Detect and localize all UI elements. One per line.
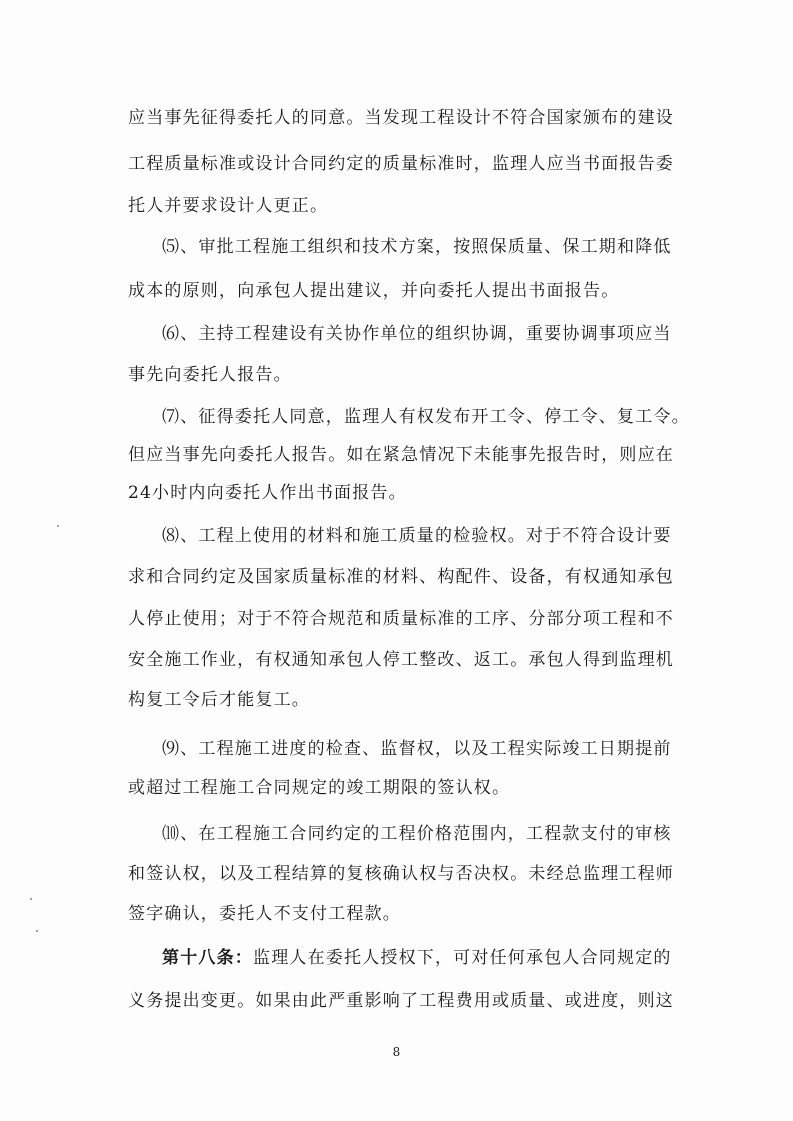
text-line: ⑼、工程施工进度的检查、监督权，以及工程实际竣工日期提前 [162,739,672,759]
text-line: 或超过工程施工合同规定的竣工期限的签认权。 [128,778,511,798]
text-line: 应当事先征得委托人的同意。当发现工程设计不符合国家颁布的建设 [128,108,674,128]
text-line: 事先向委托人报告。 [128,365,292,385]
text-line: ⑽、在工程施工合同约定的工程价格范围内，工程款支付的审核 [162,824,672,844]
scan-speck [57,525,59,527]
text-line: 托人并要求设计人更正。 [128,196,329,216]
article-18-line [162,946,722,970]
article-18-text: 监理人在委托人授权下，可对任何承包人合同规定的 [253,948,672,968]
scan-speck [30,898,32,900]
text-line: 和签认权，以及工程结算的复核确认权与否决权。未经总监理工程师 [128,864,674,884]
text-line: 24小时内向委托人作出书面报告。 [128,483,407,503]
text-line: 义务提出变更。如果由此严重影响了工程费用或质量、或进度，则这 [128,991,674,1011]
text-line: 构复工令后才能复工。 [128,690,310,710]
article-18-heading: 第十八条： [162,948,253,968]
page-number: 8 [392,1045,401,1059]
text-line: 工程质量标准或设计合同约定的质量标准时，监理人应当书面报告委 [128,154,674,174]
text-line: ⑺、征得委托人同意，监理人有权发布开工令、停工令、复工令。 [162,407,690,427]
text-line: 人停止使用；对于不符合规范和质量标准的工序、分部分项工程和不 [128,609,674,629]
text-line: 安全施工作业，有权通知承包人停工整改、返工。承包人得到监理机 [128,650,674,670]
scan-speck [36,930,38,932]
text-line: ⑹、主持工程建设有关协作单位的组织协调，重要协调事项应当 [162,324,672,344]
text-line: 成本的原则，向承包人提出建议，并向委托人提出书面报告。 [128,281,620,301]
text-line: 但应当事先向委托人报告。如在紧急情况下未能事先报告时，则应在 [128,445,674,465]
text-line: ⑸、审批工程施工组织和技术方案，按照保质量、保工期和降低 [162,237,672,257]
text-line: 求和合同约定及国家质量标准的材料、构配件、设备，有权通知承包 [128,567,674,587]
text-line: ⑻、工程上使用的材料和施工质量的检验权。对于不符合设计要 [162,526,672,546]
text-line: 签字确认，委托人不支付工程款。 [128,904,401,924]
